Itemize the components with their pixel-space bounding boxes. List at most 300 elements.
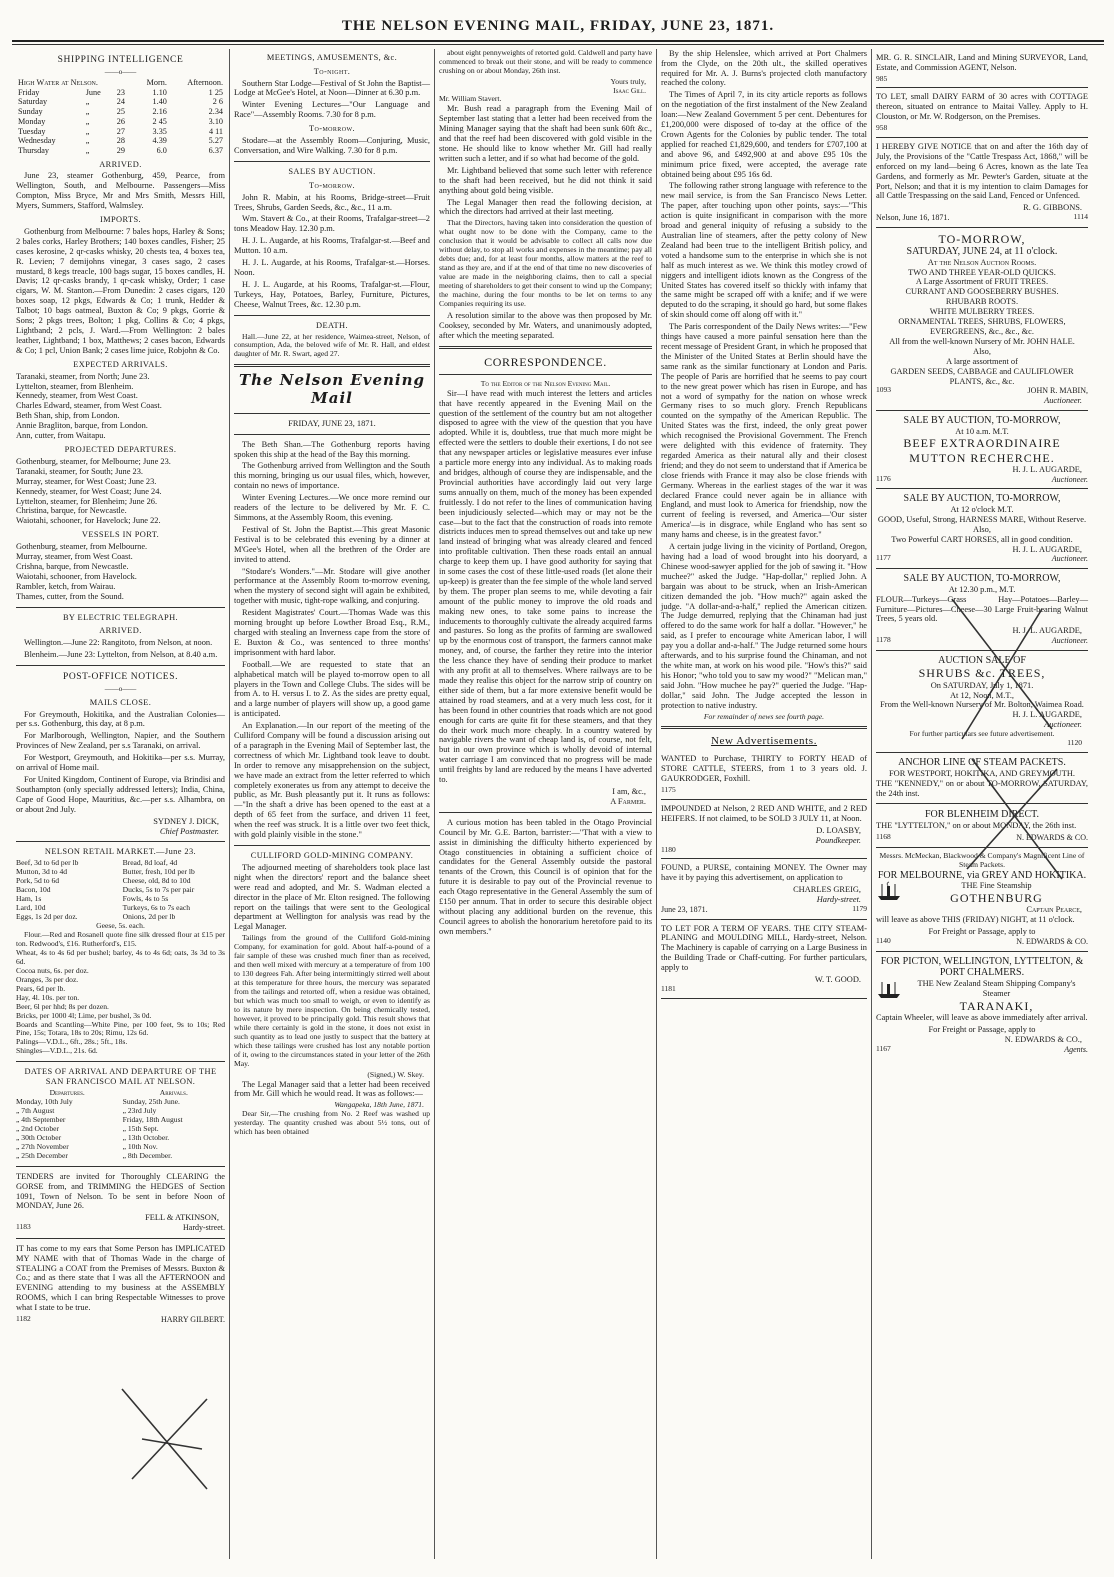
augarde-sig: H. J. L. AUGARDE, xyxy=(1012,544,1082,554)
culliford-letter: Dear Sir,—The crushing from No. 2 Reef was washed up yesterday. The quantity crushed was about 5½ tons, out of which has been obtained xyxy=(234,1109,430,1137)
mabin-head: TO-MORROW, xyxy=(938,231,1026,246)
projected-title: PROJECTED DEPARTURES. xyxy=(64,444,177,454)
mabin-line: GARDEN SEEDS, CABBAGE and CAULIFLOWER PLANTS, &c., &c. xyxy=(890,366,1074,386)
market-geese: Geese, 5s. each. xyxy=(96,921,145,931)
correspondence-sig: I am, &c., xyxy=(612,786,646,796)
list-item: Lyttelton, steamer, from Blenheim. xyxy=(16,381,134,391)
culliford-report: Tailings from the ground of the Culliford Gold-mining Company, for examination for gold. About half-a-pound of a fair sample of these was crushed much finer than as received, and then well mixed with mercury at a temperature of from 100 to 130 degrees Fah. After being intermittingly stirred well about at this temperature for three hours, the mercury was separated from the tailings and retorted off, when a residue was obtained, but which was much too small to weigh, or even to identify as to its nature by mere inspection. On being chemically tested, however, it proved to be principally gold. This result shows that while there certainly is gold in the stone, it does not exist in such quantity as to lead one justly to suspect that the battery at which these tailings were crushed has lost any notable portion of it, owing to the circumstances stated in your letter of the 26th May. xyxy=(234,933,430,1068)
mabin-line: RHUBARB ROOTS. xyxy=(945,297,1019,307)
tide-header-aft: Afternoon. xyxy=(187,78,223,88)
aug4-head: AUCTION SALE OF xyxy=(938,654,1026,666)
sf-date: Sunday, 25th June. xyxy=(122,1097,180,1107)
ad-signature-title: Poundkeeper. xyxy=(815,835,861,845)
culliford-date: Wangapeka, 18th June, 1871. xyxy=(334,1100,424,1110)
paragraph: Mr. Lightband believed that some such letter with reference to the shaft had been received, but he did not think it said anything about gold being visible. xyxy=(439,165,652,195)
arrived-text: June 23, steamer Gothenburg, 459, Pearce, from Wellington, South, and Melbourne. Passengers—Miss Compton, Miss Bryce, Mr and Mrs Smith, Messrs Hill, Myers, Summers, Stafford, Walmsley. xyxy=(16,171,225,211)
aug3-head: SALE BY AUCTION, TO-MORROW, xyxy=(903,572,1061,584)
steamship-icon xyxy=(876,979,902,999)
sf-date: „ 7th August xyxy=(16,1106,55,1116)
sale-item: Wm. Stavert & Co., at their Rooms, Trafalgar-street—2 tons Meadow Hay. 12.30 p.m. xyxy=(234,214,430,234)
mclean-line: Messrs. McMeckan, Blackwood & Company's Magnificent Line of Steam Packets. xyxy=(879,850,1085,869)
tide-cell: 28 xyxy=(116,136,125,146)
news-paragraph: By the ship Helenslee, which arrived at Port Chalmers from the Clyde, on the 20th ult., the skilled operatives required for Mr. A. J. Burns's projected cloth manufactory reached the colony. xyxy=(661,48,867,88)
market-text: Flour.—Red and Rosanell quote fine silk dressed flour at £15 per ton. Redwood's, £16. Rutherford's, £15. Wheat, 4s to 4s 6d per bushel; barley, 4s to 4s 6d; oats, 3s 3d to 3s 6d. Cocoa nuts, 6s. per doz. Oranges, 3s per doz. Pears, 6d per lb. Hay, 4l. 10s. per ton. Beer, 6l per hhd; 8s per dozen. Bricks, per 1000 4l; Lime, per bushel, 3s 0d. Boards and Scantling—White Pine, per 100 feet, 9s to 10s; Red Pine, 15s; Totara, 18s to 20s; Rimu, 12s 6d. Palings—V.D.L., 6ft., 28s.; 5ft., 18s. Shingles—V.D.L., 21s. 6d. xyxy=(16,929,225,1056)
tide-cell: Thursday xyxy=(18,145,49,155)
ad-signature-title: Hardy-street. xyxy=(816,895,861,905)
augarde-ad-4 xyxy=(876,651,1088,753)
tide-cell: 2 45 xyxy=(152,116,167,126)
mabin-line: WHITE MULBERRY TREES. xyxy=(929,307,1035,317)
port-list xyxy=(16,542,225,601)
news-paragraph: The Times of April 7, in its city article reports as follows on the negotiation of the first instalment of the New Zealand loan:—New Zealand Government 5 per cent. Debentures for £1,200,000 were disposed of to-day at the office of the Crown Agents for the Colonies by public tender. The total applied for reached £1,829,600, and tenders for £707,100 at and above 96, and £492,900 at and above £95 10s the minimum price fixed, were accepted, the average rate obtained being about £95 16s 6d. xyxy=(661,90,867,179)
anchor-for: FOR WESTPORT, HOKITIKA, AND GREYMOUTH. xyxy=(889,768,1075,778)
aug2-time: At 12 o'clock M.T. xyxy=(950,504,1014,514)
market-item: Pork, 5d to 6d xyxy=(16,876,60,886)
meetings-title: MEETINGS, AMUSEMENTS, &c. xyxy=(266,52,398,62)
sale-item: H. J. L. Augarde, at his Rooms, Trafalgar-st.—Flour, Turkeys, Hay, Potatoes, Barley, Furniture, Pictures, Cheese, Walnut Trees, &c. 12.30 p.m. xyxy=(234,279,430,309)
ad-footer xyxy=(876,213,1088,222)
market-item: Fowls, 4s to 5s xyxy=(122,894,169,904)
column-2 xyxy=(230,49,435,1559)
tide-rows xyxy=(16,88,225,156)
meeting-item: Stodare—at the Assembly Room—Conjuring, Music, Conversation, and Wire Walking. 7.30 for 8 p.m. xyxy=(234,136,430,155)
sale-item: John R. Mabin, at his Rooms, Bridge-street—Fruit Trees, Shrubs, Garden Seeds, &c., &c., 11 a.m. xyxy=(234,192,430,212)
aug4-from: From the Well-known Nursery of Mr. Bolton, Waimea Road. xyxy=(880,700,1084,710)
ad-number: 1176 xyxy=(876,473,891,483)
aug1-body2: MUTTON RECHERCHE. xyxy=(909,450,1055,465)
picton-sig-title: Agents. xyxy=(1064,1044,1088,1054)
ad-footer xyxy=(876,124,1088,133)
news-paragraph: An Explanation.—In our report of the meeting of the Culliford Company will be found a discussion arising out of a paragraph in the Evening Mail of September last, the correctness of which Mr. Lightband took leave to doubt. In order to remove any misapprehension on the subject, we have made an extract from the letter referred to which completely exonerates us from any attempt to deceive the public, as Mr. Bush pleasantly put it. It runs as follows:—"In the shaft a drive has been opened to the east at a depth of 65 feet from the surface, and driven 11 feet, when the reef was struck. It is a little over two feet thick, with gold plainly visible in the stone." xyxy=(234,721,430,840)
mabin-sub: SATURDAY, JUNE 24, at 11 o'clock. xyxy=(906,245,1058,257)
gothenburg-ad xyxy=(876,848,1088,952)
telegraph-arrived: ARRIVED. xyxy=(99,626,142,636)
augarde-ad-1 xyxy=(876,411,1088,489)
anchor-body: THE "KENNEDY," on or about TO-MORROW, SATURDAY, the 24th inst. xyxy=(876,778,1088,798)
tide-cell: 5.27 xyxy=(208,136,223,146)
culliford-end: The Legal Manager said that a letter had been received from Mr. Gill which he would read. It was as follows:— xyxy=(234,1079,430,1099)
aug4-body: SHRUBS &c. TREES, xyxy=(918,666,1046,681)
goth-capt: Captain Pearce, xyxy=(1026,905,1082,915)
anchor-head: ANCHOR LINE OF STEAM PACKETS. xyxy=(898,756,1066,768)
telegraph-line-1: Wellington.—June 22: Rangitoto, from Nelson, at noon. xyxy=(24,638,213,648)
tide-cell: 6.0 xyxy=(156,145,167,155)
sf-departures xyxy=(16,1089,118,1161)
augarde-title: Auctioneer. xyxy=(1051,554,1088,564)
market-item: Ducks, 5s to 7s per pair xyxy=(122,885,195,895)
taranaki-ad xyxy=(876,952,1088,1059)
market-item: Turkeys, 6s to 7s each xyxy=(122,903,191,913)
mabin-line: A Large Assortment of FRUIT TREES. xyxy=(915,277,1049,287)
ad-number: 1181 xyxy=(661,983,676,993)
ad-text: IMPOUNDED at Nelson, 2 RED AND WHITE, and 2 RED HEIFERS. If not claimed, to be SOLD 3 JULY 11, at Noon. xyxy=(661,803,867,823)
col4-paragraphs xyxy=(661,49,867,711)
mabin-footer xyxy=(876,386,1088,395)
classified-ad xyxy=(876,49,1088,89)
picton-footer xyxy=(876,1045,1088,1054)
tide-row xyxy=(16,127,225,137)
columns xyxy=(12,49,1104,1559)
steamship-icon xyxy=(876,881,902,901)
divider xyxy=(661,726,867,729)
meeting-item: Southern Star Lodge—Festival of St John the Baptist—Lodge at McGee's Hotel, at Noon—Dinner at 6.30 p.m. xyxy=(234,78,430,98)
list-item: Annie Bragliton, barque, from London. xyxy=(16,421,148,431)
ad-text: MR. G. R. SINCLAIR, Land and Mining SURVEYOR, Land, Estate, and Commission AGENT, Nelson. xyxy=(876,52,1088,72)
picton-body: THE New Zealand Steam Shipping Company's Steamer xyxy=(917,979,1076,999)
classified-ad xyxy=(661,750,867,800)
sale-item: H. J. L. Augarde, at his Rooms, Trafalgar-st.—Beef and Mutton. 10 a.m. xyxy=(234,236,430,256)
aug1-body: BEEF EXTRAORDINAIRE xyxy=(903,436,1061,451)
news-paragraph: The Gothenburg arrived from Wellington and the South this morning, bringing us our usual files, which, however, contain no news of importance. xyxy=(234,461,430,491)
tender-signature: FELL & ATKINSON, xyxy=(145,1213,219,1223)
mabin-sig-title: Auctioneer. xyxy=(1044,395,1082,405)
picton-head: FOR PICTON, WELLINGTON, LYTTELTON, & PORT CHALMERS. xyxy=(880,955,1084,979)
goth-freight: For Freight or Passage, apply to xyxy=(928,927,1036,937)
aug2-footer xyxy=(876,554,1088,563)
tide-cell: Tuesday xyxy=(18,126,46,136)
divider xyxy=(234,413,430,414)
aug2-body2: Also, xyxy=(973,524,991,534)
sf-date: „ 13th October. xyxy=(122,1132,170,1142)
sf-arr-label: Arrivals. xyxy=(159,1088,188,1098)
list-item: Kennedy, steamer, for West Coast; June 24. xyxy=(16,486,162,496)
tide-row xyxy=(16,136,225,146)
correspondence-title: CORRESPONDENCE. xyxy=(484,354,607,369)
new-ads-title: New Advertisements. xyxy=(710,735,818,748)
augarde-ad-3 xyxy=(876,569,1088,651)
mabin-line: ORNAMENTAL TREES, SHRUBS, FLOWERS, EVERGREENS, &c., &c., &c. xyxy=(898,317,1066,336)
list-item: Murray, steamer, from West Coast. xyxy=(16,552,133,562)
tide-header-label: High Water at Nelson. xyxy=(18,78,98,88)
mabin-lines xyxy=(876,268,1088,387)
divider xyxy=(16,1061,225,1062)
market-item: Bread, 8d loaf, 4d xyxy=(122,858,178,868)
tide-cell: 4 11 xyxy=(208,126,223,136)
tender-address: Hardy-street. xyxy=(183,1223,225,1233)
goth-body: THE Fine Steamship xyxy=(961,881,1032,891)
ad-signature: CHARLES GREIG, xyxy=(793,885,861,895)
goth-head: FOR MELBOURNE, via GREY AND HOKITIKA. xyxy=(877,869,1087,881)
ad-number: 958 xyxy=(876,123,888,133)
ad-number: 1114 xyxy=(1073,212,1088,222)
sf-date: „ 4th September xyxy=(16,1114,66,1124)
ad-text: FOUND, a PURSE, containing MONEY. The Owner may have it by paying this advertisement, on application to xyxy=(661,863,867,883)
sf-date: Friday, 18th August xyxy=(122,1114,183,1124)
market-item: Eggs, 1s 2d per doz. xyxy=(16,912,78,922)
market-item: Butter, fresh, 10d per lb xyxy=(122,867,195,877)
tide-cell: 23 xyxy=(116,87,125,97)
telegraph-line-2: Blenheim.—June 23: Lyttelton, from Nelson, at 8.40 a.m. xyxy=(24,650,218,660)
imports-text: Gothenburg from Melbourne: 7 bales hops, Harley & Sons; 2 bales corks, Harley Brothers; 140 boxes candles, Fisher; 25 cases kerosine, 2 qr-casks whisky, 20 chests tea, 4 boxes tea, R. Levien; 7 demijohns vinegar, 3 cases sago, 2 cases mustard, 8 kegs treacle, 100 bags sugar, 15 boxes candles, H. Davis; 12 qr-casks brandy, 1 qr-cask whisky, Order; 1 case cigars, W. M. Stanton.—From Dunedin: 2 cases cigars, 120 boxes soap, 12 pkgs, Edwards & Co; 1 trunk, Hedder & Talbot; 10 bags oatmeal, Buxton & Co; 9 pkgs, Gorrie & Sons; 2 pkgs trees, Bolton; 1 pkg, Collins & Co; 4 pkgs, Lightband; 2 pcls, J. Ward.—From Wellington: 2 bales leather, Lightband; 1 box, Matthews; 2 cases bacon, Edwards & Co; 1 pcl, Union Bank; 2 cases lime juice, Robjohn & Co. xyxy=(16,226,225,355)
column-3 xyxy=(435,49,657,1559)
list-item: Ann, cutter, from Waitapu. xyxy=(16,431,106,441)
market-left xyxy=(16,859,118,922)
correspondence-letter: Sir—I have read with much interest the letters and articles that have recently appeared in the Evening Mail on the question of the settlement of the country but am not altogether disposed to agree with the view of the question that you have adopted. While it is, doubtless, true that much more might be effected were the settlers to double their exertions, I do not see that any newspaper articles or legislative measures ever infuse a particle more energy into any individual. As to making roads and bridges, although of course they are indispensable, and the Provincial authorities have accordingly laid out very large sums annually on them, much of the money has been expended fruitlessly. I do not refer to the lines of communication having been injudiciously selected—which may or may not be the case—but to the fact that the construction of roads into remote districts induces men to spread themselves out and take up new land instead of bringing what was already cleared and fenced into profitable cultivation. Then these roads entail an annual charge to keep them up. I have good authority for saying that in some cases the cost of these little-used roads (let alone their up-keep) is greater than the fee simple of the whole land served by them. The proper plan seems to me, while devoting a fair amount of the public money to improve the old roads and making new ones, to take some pains to increase the inducements to thoroughly cultivate the already acquired farms and pastures. So long as the profits of farming are swallowed up by the enormous cost of transport, the farmers cannot make money, and, of course, the farther they retire into the interior the less chance they have of sending their produce to market with any profit at all to themselves. Where railways are to be made they realise this object for the narrow strip of country on either side of them, but a far more extensive benefit would be attained by road steamers, and at a very much less cost, for it has been found in other countries that roads which are not good enough for carts are quite fit for these steamers, and that they do their work much more cheaply. In a country watered by navigable rivers the want of cheap land is, of course, not felt, but in our own province which is wholly devoid of internal water carriage I am convinced that no progress will be made until freights by land are reduced by the means I have adverted to. xyxy=(439,388,652,785)
news-paragraph: Festival of St. John the Baptist.—This great Masonic Festival is to be celebrated this evening by a dinner at M'Gee's Hotel, when all the brethren of the Order are invited to attend. xyxy=(234,524,430,564)
news-paragraph: Football.—We are requested to state that an alphabetical match will be played to-morrow open to all players in the Town and College Clubs. The sides will be from A. to H. versus I. to Z. As the sides are pretty equal, and a large number of players will show up, a good game is anticipated. xyxy=(234,659,430,719)
aug3-footer xyxy=(876,636,1088,645)
news-paragraph: Resident Magistrates' Court.—Thomas Wade was this morning brought up before Lowther Broad Esq., R.M., charged with stealing an Inverness cape from the store of E. Buxton & Co., was sentenced to three months' imprisonment with hard labor. xyxy=(234,608,430,657)
aug2-head: SALE BY AUCTION, TO-MORROW, xyxy=(903,493,1061,505)
goth-name: GOTHENBURG xyxy=(950,891,1043,906)
aug2-body3: Two Powerful CART HORSES, all in good condition. xyxy=(891,534,1073,544)
divider xyxy=(16,841,225,842)
mabin-line: CURRANT AND GOOSEBERRY BUSHES. xyxy=(905,287,1059,297)
tide-cell: Sunday xyxy=(18,107,43,117)
ad-number: 1183 xyxy=(16,1222,31,1232)
sf-title: DATES OF ARRIVAL AND DEPARTURE OF THE SAN FRANCISCO MAIL AT NELSON. xyxy=(24,1067,217,1087)
edwards-sig: N. EDWARDS & CO. xyxy=(1016,833,1088,843)
tide-cell: 25 xyxy=(116,107,125,117)
tide-row xyxy=(16,146,225,156)
sales-title: SALES BY AUCTION. xyxy=(288,166,376,176)
gill-to: Mr. William Stavert. xyxy=(439,94,502,104)
list-item: Kennedy, steamer, from West Coast. xyxy=(16,391,138,401)
paper-date: FRIDAY, JUNE 23, 1871. xyxy=(288,418,376,428)
list-item: Charles Edward, steamer, from West Coast. xyxy=(16,401,162,411)
tide-header-morn: Morn. xyxy=(146,78,167,88)
mabin-where: At the Nelson Auction Rooms. xyxy=(927,257,1037,267)
mabin-sig: JOHN R. MABIN, xyxy=(1027,386,1088,396)
post-signature: SYDNEY J. DICK, xyxy=(153,816,219,826)
ad-date: June 23, 1871. xyxy=(661,905,708,915)
divider xyxy=(234,315,430,316)
aug1-footer xyxy=(876,475,1088,484)
divider xyxy=(234,434,430,435)
sf-date: „ 2nd October xyxy=(16,1123,60,1133)
market-title: NELSON RETAIL MARKET.—June 23. xyxy=(44,847,197,857)
ad-text: TO LET, small DAIRY FARM of 30 acres with COTTAGE thereon, situated on entrance to Maitai Valley. Apply to H. Clouston, or Mr. W. Rodgerson, on the Premises. xyxy=(876,92,1088,122)
mails-close: MAILS CLOSE. xyxy=(89,697,152,707)
tomorrow-label: To-morrow. xyxy=(309,124,355,134)
mabin-line: Also, xyxy=(973,346,991,356)
ad-number: 1177 xyxy=(876,553,891,563)
resolution-text: A resolution similar to the above was then proposed by Mr. Cooksey, seconded by Mr. Waters, and unanimously adopted, after which the meeting separated. xyxy=(439,310,652,340)
post-line: For Greymouth, Hokitika, and the Australian Colonies—per s.s. Gothenburg, this day, at 8 p.m. xyxy=(16,709,225,729)
notice-footer xyxy=(16,1315,225,1324)
ad-footer xyxy=(661,985,867,994)
blenheim-footer xyxy=(876,833,1088,842)
tide-cell: „ xyxy=(85,145,90,155)
expected-title: EXPECTED ARRIVALS. xyxy=(73,359,168,369)
mabin-line: TWO AND THREE YEAR-OLD QUICKS. xyxy=(908,267,1056,277)
tide-cell: 2.16 xyxy=(152,107,167,117)
aug2-body: GOOD, Useful, Strong, HARNESS MARE, Without Reserve. xyxy=(877,514,1087,524)
tide-table xyxy=(16,78,225,155)
tide-cell: „ xyxy=(85,126,90,136)
mabin-line: All from the well-known Nursery of Mr. JOHN HALE. xyxy=(889,336,1075,346)
news-paragraph: Winter Evening Lectures.—We once more remind our readers of the lecture to be delivered by Mr. F. C. Simmons, at the Assembly Room, this evening. xyxy=(234,493,430,523)
divider xyxy=(16,665,225,666)
culliford-text: The adjourned meeting of shareholders took place last night when the directors' report and the balance sheet were read and adopted, and Mr. S. Wadman elected a director in the place of Mr. Elton resigned. The following report on the tailings that were sent to the Geological department at Wellington for analysis was read by the Legal Manager. xyxy=(234,862,430,932)
augarde-sig: H. J. L. AUGARDE, xyxy=(1012,710,1082,720)
classified-ad xyxy=(661,800,867,859)
col5-top-ads xyxy=(876,49,1088,228)
paragraph: The Legal Manager then read the following decision, at which the directors had arrived at their last meeting. xyxy=(439,197,652,217)
gill-letter-continued: about eight pennyweights of retorted gold. Caldwell and party have commenced to break out their stone, and will be ready to commence crushing on or about Monday, 26th inst. xyxy=(439,48,652,75)
tide-cell: 2 6 xyxy=(212,97,223,107)
blenheim-head: FOR BLENHEIM DIRECT. xyxy=(925,809,1039,821)
ad-number: 1180 xyxy=(661,844,676,854)
projected-list xyxy=(16,457,225,526)
notice-text: IT has come to my ears that Some Person has IMPLICATED MY NAME with that of Thomas Wade in the charge of STEALING a COAT from the Premises of Messrs. Buxton & Co.; and as there state that I was all the AFTERNOON and EVENING attending to my business at the ASSEMBLY ROOMS, which I can bring Respectable Witnesses to prove what I state to be true. xyxy=(16,1243,225,1313)
post-line: For Westport, Greymouth, and Hokitika—per s.s. Murray, on arrival of Home mail. xyxy=(16,753,225,773)
news-list xyxy=(234,440,430,840)
tide-cell: Saturday xyxy=(18,97,48,107)
list-item: Crishna, barque, from Newcastle. xyxy=(16,561,129,571)
market-item: Lard, 10d xyxy=(16,903,46,913)
news-paragraph: The Paris correspondent of the Daily News writes:—"Few things have caused a more painful sensation here than the recent message of President Grant, in which he proposed that the Minister of the United States at Berlin should have the same rank as the similar functionary at London and Paris. The people of Paris are horrified that he seems to pay court to the new great power which has risen in Europe, and has not a word of sympathy for the nation on whose wreck Germany rises to so much glory. French Republicans counted on the sympathy of the American Republic. The United States was the first, indeed, the only great power which recognised the Provisional Government. The French were delighted with this evidence of fraternity. They regarded America as their natural ally and their closest friend; and they do not seem to understand that if America be close friends with France it may also be close friends with Germany. Whereas in the earliest stages of the war it was declared France could never again be in alliance with England, and must look to America for friendship, now the current of feeling is reversed, and America—'Our sister America'—is in disgrace, while England who has sent so many hams and cheese, is in the greatest favor." xyxy=(661,322,867,540)
market-item: Beef, 3d to 6d per lb xyxy=(16,858,79,868)
notice-signature: HARRY GILBERT. xyxy=(161,1315,225,1325)
aug3-time: At 12.30 p.m., M.T. xyxy=(948,584,1016,594)
ad-footer xyxy=(661,905,867,914)
arrived-title: ARRIVED. xyxy=(99,159,142,169)
ad-signature: D. LOASBY, xyxy=(816,825,861,835)
tide-row xyxy=(16,88,225,98)
tide-cell: 1.40 xyxy=(152,97,167,107)
sales-list xyxy=(234,193,430,310)
list-item: Christina, barque, for Newcastle. xyxy=(16,506,127,516)
list-item: Rambler, ketch, from Wairau. xyxy=(16,581,116,591)
culliford-signature: (Signed,) W. Skey. xyxy=(367,1069,424,1079)
sf-dep-label: Departures. xyxy=(49,1088,85,1098)
sf-date: „ 10th Nov. xyxy=(122,1141,158,1151)
divider xyxy=(439,374,652,375)
edwards-sig: N. EDWARDS & CO. xyxy=(1016,937,1088,947)
news-paragraph: The following rather strong language with reference to the new mail service, is from the San Francisco News Letter. The paper, after touching upon other points, says:—"This action is quite insignificant in comparison with the more broad and general iniquity of refusing a subsidy to the Australian line of steamers, after the petty colony of New Zealand had been true to the intelligent British policy, and voted a handsome sum to the enterprise in which she is not half as much interest as we. We think this motley crowd of niggers and intelligent idiots known as the Congress of the United States has covered itself so thickly with infamy that the same might be scraped off with a knife; and if we were deputed to do the scraping, it should go hard, but some flakes of skin should come off along off with it." xyxy=(661,181,867,320)
divider xyxy=(16,1238,225,1239)
port-title: VESSELS IN PORT. xyxy=(81,530,160,540)
tide-cell: Wednesday xyxy=(18,136,56,146)
aug1-head: SALE BY AUCTION, TO-MORROW, xyxy=(903,414,1061,426)
ad-date: Nelson, June 16, 1871. xyxy=(876,213,950,223)
sf-dep-list xyxy=(16,1098,118,1161)
picton-sig: N. EDWARDS & CO., xyxy=(1004,1034,1082,1044)
divider xyxy=(876,803,1088,804)
death-text: Hall.—June 22, at her residence, Waimea-street, Nelson, of consumption, Ada, the beloved wife of Mr. R. Hall, and eldest daughter of Mr. R. Swart, aged 27. xyxy=(234,331,430,359)
news-paragraph: The Beth Shan.—The Gothenburg reports having spoken this ship at the head of the Bay this morning. xyxy=(234,439,430,459)
mabin-auction-ad xyxy=(876,228,1088,411)
blenheim-body: THE "LYTTELTON," on or about MONDAY, the 26th inst. xyxy=(876,821,1077,831)
ad-text: TO LET FOR A TERM OF YEARS. THE CITY STEAM-PLANING and MOULDING MILL, Hardy-street, Nelson. The Machinery is capable of carrying on a Large Business in the Building Trade or Chaff-cutting. For further particulars, apply to xyxy=(661,923,867,973)
ad-footer xyxy=(876,75,1088,84)
sf-date: „ 25th December xyxy=(16,1150,68,1160)
aug4-note: For further particulars see future advertisement. xyxy=(909,729,1055,739)
classified-ad xyxy=(876,88,1088,138)
curious-motion: A curious motion has been tabled in the Otago Provincial Council by Mr. G.E. Barton, barrister:—"That with a view to assist in diminishing the difficulty hitherto experienced by Otago constituencies in obtaining a sufficient choice of candidates for the General Assembly outside the pastoral tenants of the Crown, this Council is of opinion that for the future it is desirable to pay out of the Provincial revenue to each Otago representative in the General Assembly the sum of £150 per annum. That in order to secure this desirable object without placing any additional burden on the revenue, this Council agrees to abolish the honorarium heretofore paid to its own members." xyxy=(439,817,652,936)
shipping-title: SHIPPING INTELLIGENCE xyxy=(57,54,184,65)
remainder-note: For remainder of news see fourth page. xyxy=(703,711,825,721)
column-1 xyxy=(12,49,230,1559)
meeting-item: Winter Evening Lectures—"Our Language and Race"—Assembly Rooms. 7.30 for 8 p.m. xyxy=(234,100,430,120)
tide-row xyxy=(16,107,225,117)
tide-cell: 29 xyxy=(116,145,125,155)
tide-cell: 1.10 xyxy=(152,87,167,97)
tide-cell: 24 xyxy=(116,97,125,107)
tide-cell: 3.10 xyxy=(208,116,223,126)
telegraph-title: BY ELECTRIC TELEGRAPH. xyxy=(62,612,179,622)
ad-signature: R. G. GIBBONS. xyxy=(1023,203,1082,213)
ad-text: I HEREBY GIVE NOTICE that on and after the 16th day of July, the Provisions of the "Cattle Trespass Act, 1868," will be enforced on my land—being 6 Acres, known as the late Tea Gardens, and formerly as Mr. Pewter's Garden, situate at the Port, Nelson; and that it is my intention to claim Damages for all Cattle Trespassing on the said Land, Fenced or Unfenced. xyxy=(876,141,1088,201)
decision-text: That the Directors, having taken into consideration the question of what ought now to be done with the Company, came to the conclusion that it would be advisable to collect all calls now due without delay, to stop all works and expenses in the meantime; pay all debts due; and, for at least four months, allow matters at the reef to stand as they are, and if at the end of that time no new discoveries of value are made in the neighboring claims, then to call a special meeting of shareholders to get their consent to wind up the Company; the machine, during the four months to be let on terms to any Companies requiring its use. xyxy=(439,218,652,308)
ad-signature: W. T. GOOD. xyxy=(814,975,861,985)
ornament: ——o—— xyxy=(104,685,137,694)
ad-footer xyxy=(661,786,867,795)
ad-text: WANTED to Purchase, THIRTY to FORTY HEAD of STORE CATTLE, STEERS, from 1 to 3 years old. J. GAUKRODGER, Foxhill. xyxy=(661,754,867,784)
tide-cell: 26 xyxy=(116,116,125,126)
divider xyxy=(439,346,652,349)
tide-cell: 4.39 xyxy=(152,136,167,146)
mabin-line: A large assortment of xyxy=(946,356,1018,366)
ad-number: 1178 xyxy=(876,635,891,645)
column-4 xyxy=(657,49,872,1559)
sales-tomorrow: To-morrow. xyxy=(309,180,355,190)
list-item: Taranaki, steamer, from North; June 23. xyxy=(16,371,150,381)
post-title: POST-OFFICE NOTICES. xyxy=(62,672,179,683)
list-item: Gothenburg, steamer, for Melbourne; June 23. xyxy=(16,456,171,466)
post-signature-title: Chief Postmaster. xyxy=(159,826,219,836)
sf-date: „ 30th October xyxy=(16,1132,62,1142)
goth-footer xyxy=(876,937,1088,946)
divider xyxy=(234,845,430,846)
col4-ads xyxy=(661,750,867,998)
market-item: Cheese, old, 8d to 10d xyxy=(122,876,191,886)
sf-date: „ 8th December. xyxy=(122,1150,173,1160)
market-item: Onions, 2d per lb xyxy=(122,912,176,922)
classified-ad xyxy=(661,859,867,919)
culliford-title: CULLIFORD GOLD-MINING COMPANY. xyxy=(250,851,414,861)
sf-arr-list xyxy=(123,1098,225,1161)
tonight-label: To-night. xyxy=(313,66,351,76)
sf-date: „ 23rd July xyxy=(122,1106,157,1116)
tide-cell: „ xyxy=(85,107,90,117)
tide-cell: „ xyxy=(85,97,90,107)
tide-cell: 1 25 xyxy=(208,87,223,97)
tender-text: TENDERS are invited for Thoroughly CLEARING the GORSE from, and TRIMMING the HEDGES of Section 1091, Town of Nelson. To be sent in before Noon of MONDAY, June 26. xyxy=(16,1171,225,1211)
ad-number: 1140 xyxy=(876,936,891,946)
augarde-ad-2 xyxy=(876,489,1088,569)
ad-footer xyxy=(661,846,867,855)
picton-freight: For Freight or Passage, apply to xyxy=(928,1024,1036,1034)
correspondence-name: A Farmer. xyxy=(610,796,646,806)
correspondence-to: To the Editor of the Nelson Evening Mail. xyxy=(480,378,611,388)
ad-number: 1179 xyxy=(852,904,867,914)
divider xyxy=(234,161,430,162)
pencil-scribble-mark xyxy=(112,1379,222,1499)
gill-sig: Yours truly, xyxy=(610,76,646,86)
paragraph: Mr. Bush read a paragraph from the Evening Mail of September last stating that a letter had been received from the Mining Manager saying that the shaft had been sunk 60ft &c., and that the reef had been discovered with gold visible in the stone. He should like to know whether Mr. Gill had really written such a letter, and if so what had become of the gold. xyxy=(439,104,652,163)
sf-arrivals xyxy=(123,1089,225,1161)
paper-title: The Nelson Evening Mail xyxy=(238,371,426,408)
picton-name: TARANAKI, xyxy=(959,998,1034,1013)
aug4-date: On SATURDAY, July 1, 1871. xyxy=(930,680,1034,690)
masthead-rule xyxy=(12,44,1104,45)
market-right xyxy=(123,859,225,922)
list-item: Taranaki, steamer, for South; June 23. xyxy=(16,466,143,476)
ornament: ——o—— xyxy=(104,67,137,76)
column-5 xyxy=(872,49,1092,1559)
sf-date: „ 27th November xyxy=(16,1141,69,1151)
augarde-sig: H. J. L. AUGARDE, xyxy=(1012,464,1082,474)
tide-cell: „ xyxy=(85,116,90,126)
list-item: Gothenburg, steamer, from Melbourne. xyxy=(16,542,148,552)
divider xyxy=(439,812,652,813)
masthead: THE NELSON EVENING MAIL, FRIDAY, JUNE 23, 1871. xyxy=(12,18,1104,42)
augarde-title: Auctioneer. xyxy=(1044,720,1082,730)
ad-number: 1093 xyxy=(876,385,891,395)
ad-number: 985 xyxy=(876,73,888,83)
